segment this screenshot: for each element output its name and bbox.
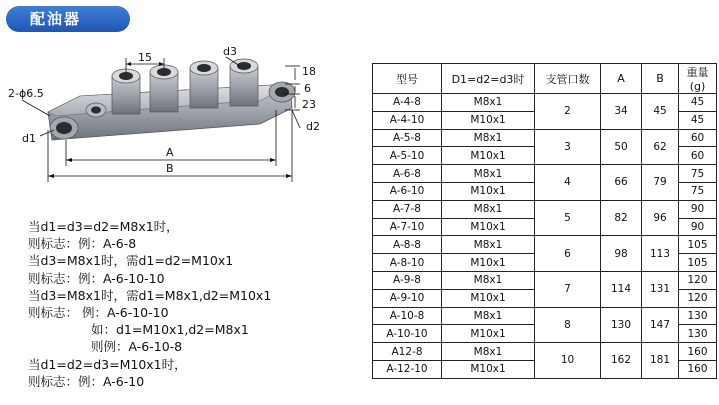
cell-thread: M10x1 (442, 325, 535, 343)
cell-weight: 105 (679, 236, 717, 254)
cell-weight: 90 (679, 200, 717, 218)
cell-B: 45 (642, 94, 679, 130)
cell-thread: M8x1 (442, 94, 535, 112)
cell-weight: 120 (679, 289, 717, 307)
cell-thread: M8x1 (442, 307, 535, 325)
label-B: B (166, 162, 174, 175)
header-thread: D1=d2=d3时 (442, 64, 535, 94)
table-row (373, 271, 717, 289)
note-line: 则标志： 例：A-6-10-10 (28, 305, 169, 321)
table-row (373, 165, 717, 183)
cell-count: 10 (535, 343, 601, 379)
label-hole: 2-ϕ6.5 (8, 87, 44, 100)
cell-model: A-6-8 (373, 165, 442, 183)
cell-model: A-9-8 (373, 271, 442, 289)
cell-A: 130 (601, 307, 642, 343)
cell-model: A-8-10 (373, 254, 442, 272)
cell-B: 62 (642, 129, 679, 165)
cell-count: 8 (535, 307, 601, 343)
label-23: 23 (302, 98, 316, 111)
table-row (373, 200, 717, 218)
label-18: 18 (302, 65, 316, 78)
cell-model: A-5-8 (373, 129, 442, 147)
cell-thread: M10x1 (442, 111, 535, 129)
note-line: 当d1=d2=d3=M10x1时， (28, 356, 187, 372)
note-line: 如：d1=M10x1,d2=M8x1 (91, 322, 249, 338)
cell-weight: 160 (679, 343, 717, 361)
cell-weight: 75 (679, 165, 717, 183)
label-d2: d2 (306, 120, 320, 133)
cell-thread: M10x1 (442, 360, 535, 378)
note-line: 当d3=M8x1时，需d1=d2=M10x1 (28, 253, 234, 269)
spec-table (372, 63, 717, 379)
cell-weight: 90 (679, 218, 717, 236)
section-title: 配油器 (6, 6, 130, 32)
note-line: 则标志：例：A-6-10 (28, 373, 145, 389)
note-line: 当d3=M8x1时，需d1=M8x1,d2=M10x1 (28, 287, 272, 303)
cell-thread: M10x1 (442, 289, 535, 307)
table-row (373, 343, 717, 361)
note-line: 当d1=d3=d2=M8x1时， (28, 219, 179, 234)
cell-B: 79 (642, 165, 679, 201)
cell-model: A-5-10 (373, 147, 442, 165)
header-count: 支管口数 (535, 64, 601, 94)
table-body (373, 94, 717, 379)
notes (28, 218, 271, 390)
label-15: 15 (138, 51, 152, 64)
cell-thread: M8x1 (442, 129, 535, 147)
cell-weight: 45 (679, 111, 717, 129)
cell-weight: 105 (679, 254, 717, 272)
header-model: 型号 (373, 64, 442, 94)
cell-weight: 75 (679, 182, 717, 200)
cell-A: 34 (601, 94, 642, 130)
note-line: 则例：A-6-10-8 (91, 339, 183, 355)
cell-thread: M10x1 (442, 254, 535, 272)
cell-thread: M10x1 (442, 182, 535, 200)
cell-thread: M8x1 (442, 200, 535, 218)
table-row (373, 94, 717, 112)
cell-weight: 130 (679, 307, 717, 325)
cell-thread: M8x1 (442, 165, 535, 183)
distributor-diagram (0, 40, 340, 190)
cell-A: 162 (601, 343, 642, 379)
cell-model: A-7-10 (373, 218, 442, 236)
cell-thread: M10x1 (442, 147, 535, 165)
cell-A: 82 (601, 200, 642, 236)
table-row (373, 129, 717, 147)
cell-B: 96 (642, 200, 679, 236)
cell-thread: M8x1 (442, 236, 535, 254)
cell-model: A-10-8 (373, 307, 442, 325)
cell-model: A-12-10 (373, 360, 442, 378)
table-header-row (373, 64, 717, 94)
cell-model: A-4-8 (373, 94, 442, 112)
label-A: A (166, 146, 174, 159)
cell-weight: 60 (679, 129, 717, 147)
cell-A: 98 (601, 236, 642, 272)
cell-model: A-10-10 (373, 325, 442, 343)
label-6: 6 (304, 82, 311, 95)
cell-model: A-8-8 (373, 236, 442, 254)
cell-model: A-7-8 (373, 200, 442, 218)
cell-A: 50 (601, 129, 642, 165)
cell-count: 5 (535, 200, 601, 236)
cell-count: 2 (535, 94, 601, 130)
label-d3: d3 (223, 45, 237, 58)
cell-A: 114 (601, 271, 642, 307)
cell-count: 7 (535, 271, 601, 307)
table-row (373, 307, 717, 325)
cell-B: 147 (642, 307, 679, 343)
cell-weight: 160 (679, 360, 717, 378)
note-line: 则标志：例：A-6-10-10 (28, 270, 165, 286)
cell-count: 3 (535, 129, 601, 165)
table-row (373, 236, 717, 254)
label-d1: d1 (22, 132, 36, 145)
cell-model: A-9-10 (373, 289, 442, 307)
header-B: B (642, 64, 679, 94)
cell-B: 113 (642, 236, 679, 272)
cell-weight: 45 (679, 94, 717, 112)
cell-count: 6 (535, 236, 601, 272)
header-weight: 重量(g) (679, 64, 717, 94)
cell-B: 131 (642, 271, 679, 307)
cell-weight: 130 (679, 325, 717, 343)
cell-model: A-4-10 (373, 111, 442, 129)
cell-A: 66 (601, 165, 642, 201)
cell-weight: 60 (679, 147, 717, 165)
header-A: A (601, 64, 642, 94)
cell-thread: M10x1 (442, 218, 535, 236)
note-line: 则标志：例：A-6-8 (28, 236, 137, 252)
cell-B: 181 (642, 343, 679, 379)
cell-model: A-6-10 (373, 182, 442, 200)
cell-thread: M8x1 (442, 343, 535, 361)
cell-weight: 120 (679, 271, 717, 289)
cell-model: A12-8 (373, 343, 442, 361)
cell-thread: M8x1 (442, 271, 535, 289)
cell-count: 4 (535, 165, 601, 201)
